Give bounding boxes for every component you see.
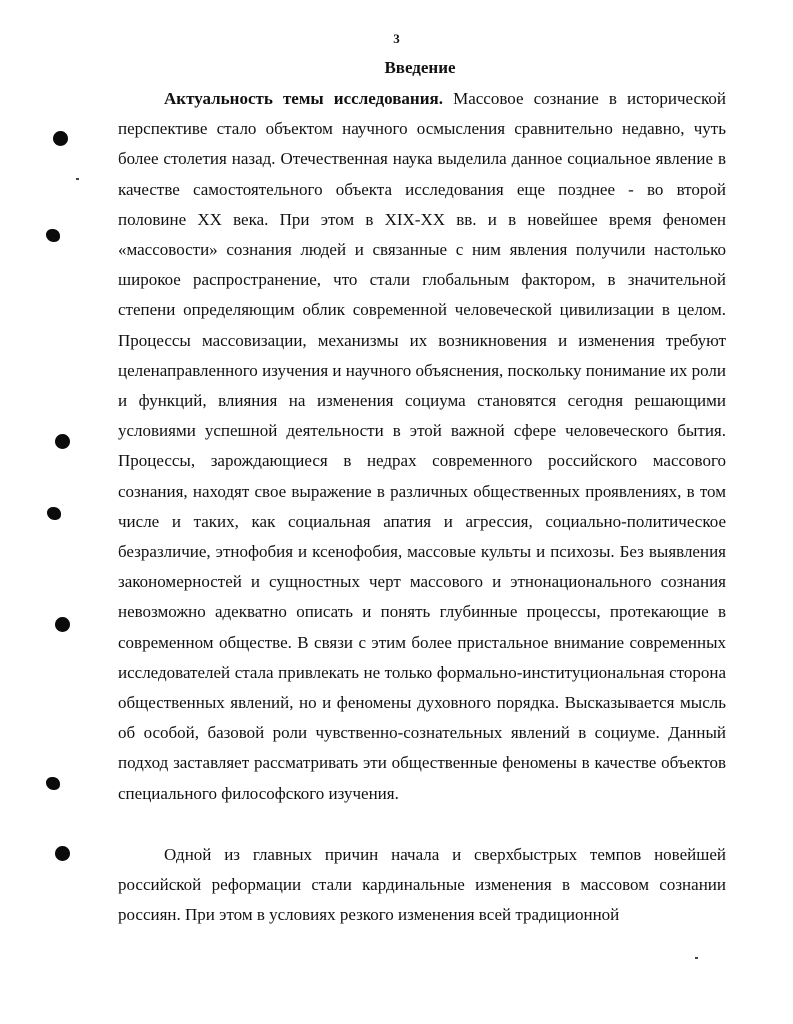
paragraph-lead: Актуальность темы исследования. xyxy=(164,89,443,108)
paragraph-body: Одной из главных причин начала и сверхбыстрых темпов новейшей российской реформации стали кардинальные изменения в массовом сознании россиян. При этом в условиях резкого изменения всей традиционной xyxy=(118,845,726,925)
paragraph-body: Массовое сознание в исторической перспективе стало объектом научного осмысления сравнительно недавно, чуть более столетия назад. Отечественная наука выделила данное социальное явление в качестве самостоятельного объекта исследования еще позднее - во второй половине XX века. При этом в XIX-XX вв. и в новейшее время феномен «массовости» сознания людей и связанные с ним явления получили настолько широкое распространение, что стали глобальным фактором, в значительной степени определяющим облик современной человеческой цивилизации в целом. Процессы массовизации, механизмы их возникновения и изменения требуют целенаправленного изучения и научного объяснения, поскольку понимание их роли и функций, влияния на изменения социума становятся сегодня решающими условиями успешной деятельности в этой важной сфере человеческого бытия. Процессы, зарождающиеся в недрах современного российского массового сознания, находят свое выражение в различных общественных проявлениях, в том числе и таких, как социальная апатия и агрессия, социально-политическое безразличие, этнофобия и ксенофобия, массовые культы и психозы. Без выявления закономерностей и сущностных черт массового и этнонационального сознания невозможно адекватно описать и понять глубинные процессы, протекающие в современном обществе. В связи с этим более пристальное внимание современных исследователей стала привлекать не только формально-институциональная сторона общественных явлений, но и феномены духовного порядка. Высказывается мысль об особой, базовой роли чувственно-сознательных явлений в социуме. Данный подход заставляет рассматривать эти общественные феномены в качестве объектов специального философского изучения. xyxy=(118,89,727,803)
paragraph-reformation xyxy=(118,840,726,931)
scan-speck-mark xyxy=(76,178,79,180)
scan-blot-mark xyxy=(46,229,60,242)
scan-blot-mark xyxy=(46,777,60,790)
punch-hole-mark xyxy=(55,846,70,861)
scan-speck-mark xyxy=(695,957,698,959)
paragraph-relevance xyxy=(118,84,726,809)
punch-hole-mark xyxy=(55,617,70,632)
scan-blot-mark xyxy=(47,507,61,520)
page-number: 3 xyxy=(393,31,400,46)
punch-hole-mark xyxy=(55,434,70,449)
section-title: Введение xyxy=(384,58,456,77)
punch-hole-mark xyxy=(53,131,68,146)
